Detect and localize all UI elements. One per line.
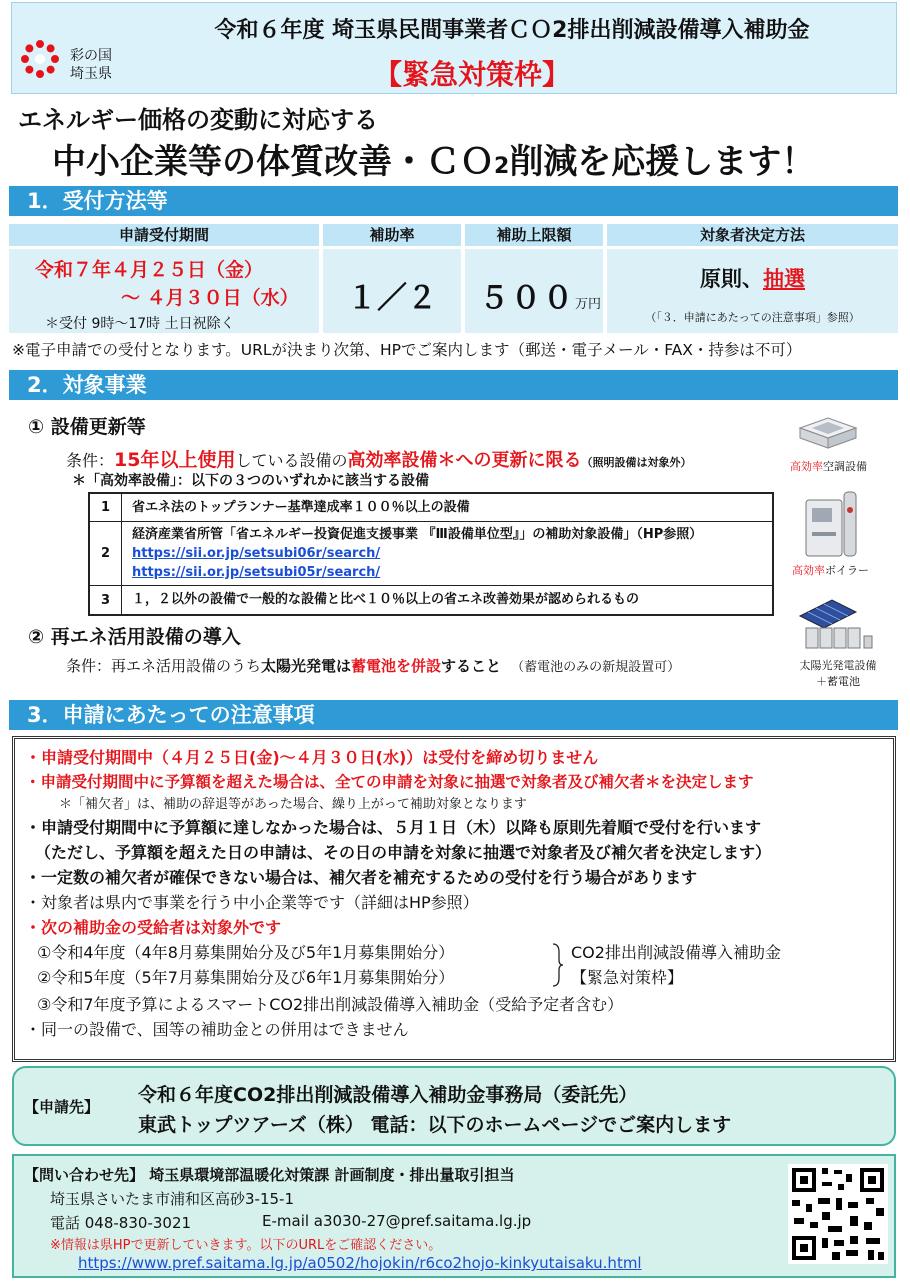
solar-panel-icon [796, 594, 876, 650]
sub1-title: ① 設備更新等 [28, 416, 146, 438]
section1-footnote: ※電子申請での受付となります。URLが決まり次第、HPでご案内します（郵送・電子メール・FAX・持参は不可） [12, 341, 802, 359]
method-emph: 抽選 [763, 267, 805, 291]
cond2-note: （蓄電池のみの新規設置可） [511, 660, 681, 675]
def-line: ＊「高効率設備」：以下の３つのいずれかに該当する設備 [72, 473, 429, 489]
equipment-table [88, 492, 774, 616]
aircon-caption-red: 高効率 [790, 460, 823, 473]
note-6b: ②令和5年度（5年7月募集開始分及び6年1月募集開始分） [37, 968, 455, 987]
solar-caption [786, 658, 890, 690]
cond1-red2: 高効率設備＊への更新に限る [347, 450, 582, 471]
hero-line2 [52, 134, 815, 183]
table-row [90, 586, 772, 614]
note-6: ・次の補助金の受給者は対象外です [25, 918, 282, 937]
td-period [9, 249, 319, 333]
note-3b: （ただし、予算額を超えた日の申請は、その日の申請を対象に抽選で対象者及び補欠者を決定します） [35, 843, 772, 862]
limit-wrap [479, 273, 601, 317]
note-2-sub: ＊「補欠者」は、補助の辞退等があった場合、繰り上がって補助対象となります [59, 797, 527, 812]
cond1 [66, 445, 691, 472]
table-row [90, 522, 772, 586]
period-line1: 令和７年４月２５日（金） [35, 259, 264, 281]
cond2 [66, 655, 680, 676]
th-rate: 補助率 [323, 224, 461, 246]
cond2-red: 蓄電池を併設 [351, 657, 442, 675]
brace-icon [551, 942, 563, 988]
sii-link-06r[interactable]: https://sii.or.jp/setsubi06r/search/ [132, 546, 381, 561]
program-title: 令和６年度 埼玉県民間事業者ＣＯ2排出削減設備導入補助金 [214, 18, 810, 43]
row-num: 2 [90, 522, 122, 585]
section1-title: 1．受付方法等 [9, 186, 898, 216]
air-conditioner-icon [796, 414, 860, 454]
row-text: 省エネ法のトップランナー基準達成率１００％以上の設備 [132, 500, 470, 515]
logo-line1: 彩の国 [70, 48, 112, 64]
cond2-bold2: すること [441, 657, 502, 675]
hero-line2b: 削減を応援します！ [509, 142, 816, 182]
apply-box [12, 1066, 896, 1146]
boiler-caption-red: 高効率 [792, 564, 825, 577]
row-text-block [122, 522, 772, 585]
note-1: ・申請受付期間中（４月２５日(金)～４月３０日(水)）は受付を締め切りません [25, 748, 599, 767]
qr-code-icon[interactable] [788, 1164, 888, 1264]
note-6c: ③令和7年度予算によるスマートCO2排出削減設備導入補助金（受給予定者含む） [37, 995, 624, 1014]
contact-email: E-mail a3030-27@pref.saitama.lg.jp [262, 1212, 532, 1230]
contact-phone: 電話 048-830-3021 [50, 1214, 192, 1232]
note-6a: ①令和4年度（4年8月募集開始分及び5年1月募集開始分） [37, 943, 455, 962]
saitama-logo-icon [20, 39, 60, 79]
td-rate [323, 249, 461, 333]
limit-unit: 万円 [575, 297, 602, 312]
period-note: ＊受付 9時～17時 土日祝除く [45, 316, 235, 332]
boiler-icon [800, 488, 864, 560]
contact-label: 【問い合わせ先】 埼玉県環境部温暖化対策課 計画制度・排出量取引担当 [24, 1166, 515, 1184]
cond1-red1: 15年以上使用 [114, 449, 236, 471]
section2-title: 2．対象事業 [9, 370, 898, 400]
method-wrap [607, 263, 898, 293]
hero-line1: エネルギー価格の変動に対応する [18, 106, 378, 134]
logo-line2: 埼玉県 [70, 66, 112, 82]
table-row [90, 494, 772, 522]
sub2-title: ② 再エネ活用設備の導入 [28, 626, 241, 648]
period-line2: ～ ４月３０日（水） [121, 287, 299, 309]
solar-caption-line2: ＋蓄電池 [816, 675, 860, 688]
cond2-bold1: 太陽光発電は [261, 657, 352, 675]
cond1-small: （照明設備は対象外） [581, 456, 692, 469]
apply-line1: 令和６年度CO2排出削減設備導入補助金事務局（委託先） [138, 1084, 638, 1106]
limit-value: ５００ [479, 281, 575, 316]
row-num: 3 [90, 586, 122, 614]
method-note: （「３．申請にあたっての注意事項」参照） [645, 311, 860, 324]
th-limit: 補助上限額 [465, 224, 603, 246]
apply-label: 【申請先】 [24, 1098, 100, 1116]
hero-line2-sub: 2 [494, 154, 510, 179]
logo-text [70, 47, 112, 83]
note-6-group [25, 940, 883, 992]
note-7: ・同一の設備で、国等の補助金との併用はできません [25, 1020, 409, 1039]
contact-box [12, 1154, 896, 1278]
row-num: 1 [90, 494, 122, 521]
section3-title: 3．申請にあたっての注意事項 [9, 700, 898, 730]
cond1-prefix: 条件： [66, 451, 115, 470]
note-2: ・申請受付期間中に予算額を超えた場合は、全ての申請を対象に抽選で対象者及び補欠者＊を決定します [25, 773, 754, 791]
contact-url[interactable]: https://www.pref.saitama.lg.jp/a0502/hojokin/r6co2hojo-kinkyutaisaku.html [78, 1254, 642, 1272]
note-4: ・一定数の補欠者が確保できない場合は、補欠者を補充するための受付を行う場合があります [25, 868, 698, 887]
note-6-side1: CO2排出削減設備導入補助金 [571, 943, 781, 962]
frame-label: 【緊急対策枠】 [373, 58, 570, 91]
note-5: ・対象者は県内で事業を行う中小企業等です（詳細はHP参照） [25, 893, 479, 912]
row-text: 経済産業省所管「省エネルギー投資促進支援事業 『Ⅲ設備単位型』」の補助対象設備」（HP参照） [132, 527, 703, 542]
aircon-caption-label: 空調設備 [823, 460, 867, 473]
note-3: ・申請受付期間中に予算額に達しなかった場合は、５月１日（木）以降も原則先着順で受付を行います [25, 818, 762, 837]
row-text: １，２以外の設備で一般的な設備と比べ１０％以上の省エネ改善効果が認められるもの [132, 592, 640, 607]
contact-note: ※情報は県HPで更新していきます。以下のURLをご確認ください。 [50, 1238, 442, 1253]
boiler-caption-label: ボイラー [825, 564, 869, 577]
td-method [607, 249, 898, 333]
th-period: 申請受付期間 [9, 224, 319, 246]
cond1-mid: している設備の [235, 451, 348, 470]
cond2-prefix: 条件：再エネ活用設備のうち [66, 657, 262, 675]
contact-address: 埼玉県さいたま市浦和区高砂3-15-1 [50, 1190, 295, 1208]
header-banner [11, 2, 897, 94]
notes-box [12, 736, 896, 1062]
td-limit [465, 249, 603, 333]
solar-caption-line1: 太陽光発電設備 [799, 659, 877, 672]
hero-line2a: 中小企業等の体質改善・ＣＯ [52, 142, 494, 182]
apply-line2: 東武トップツアーズ（株） 電話：以下のホームページでご案内します [138, 1114, 732, 1136]
rate-value: １／２ [347, 281, 437, 316]
aircon-caption [790, 458, 867, 474]
boiler-caption [792, 562, 869, 578]
method-prefix: 原則、 [700, 267, 763, 291]
note-6-side2: 【緊急対策枠】 [571, 968, 684, 987]
sii-link-05r[interactable]: https://sii.or.jp/setsubi05r/search/ [132, 565, 381, 580]
th-method: 対象者決定方法 [607, 224, 898, 246]
